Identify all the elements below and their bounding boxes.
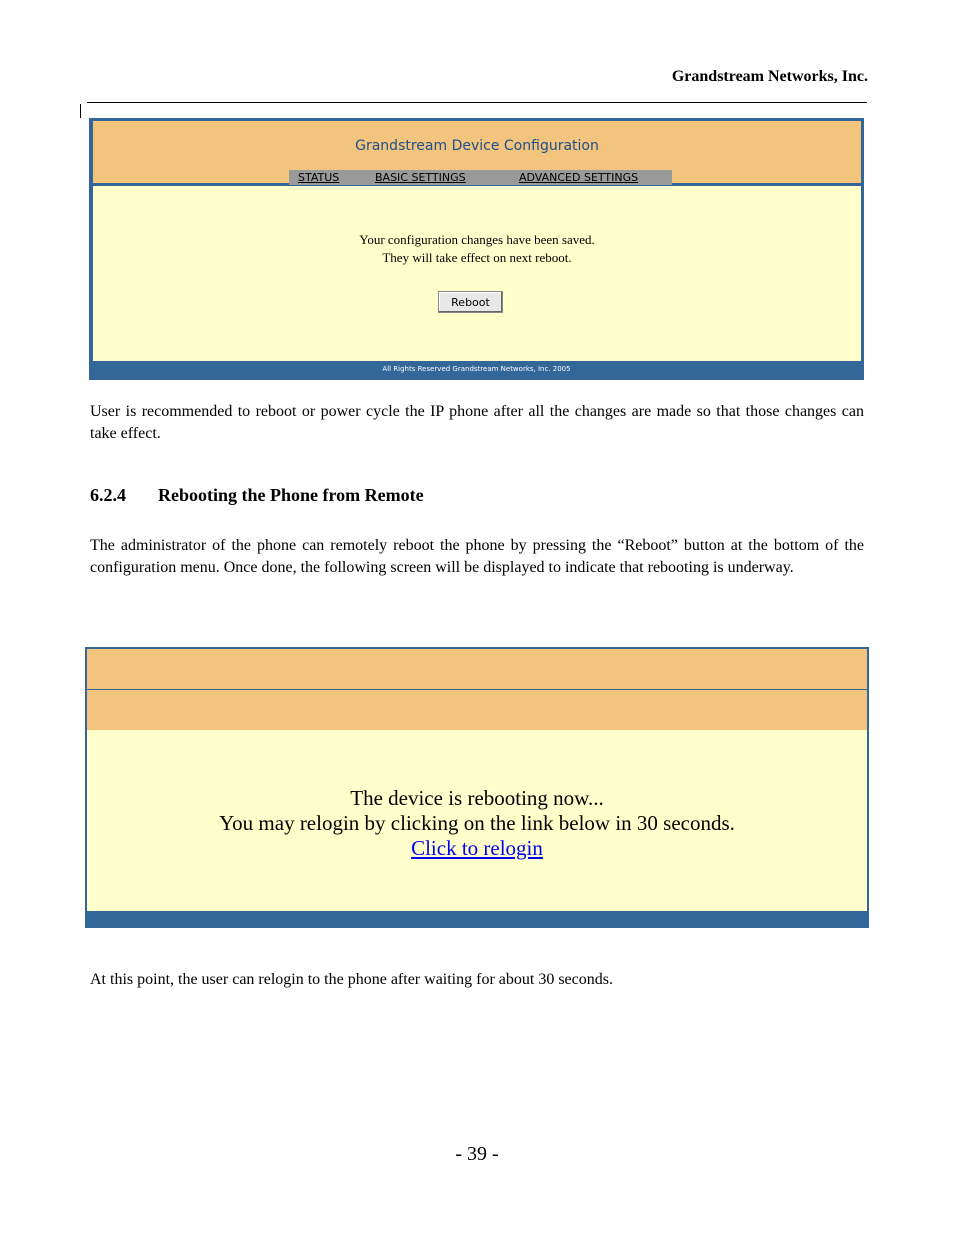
reboot-button[interactable]: Reboot bbox=[438, 291, 503, 313]
paragraph-relogin: At this point, the user can relogin to the phone after waiting for about 30 seconds. bbox=[90, 971, 613, 988]
paragraph-reboot-recommendation: User is recommended to reboot or power cycle the IP phone after all the changes are made so that those changes can take effect. bbox=[90, 403, 864, 442]
nav-advanced-settings[interactable]: ADVANCED SETTINGS bbox=[519, 171, 639, 184]
header-rule bbox=[87, 102, 867, 103]
copyright-footer: All Rights Reserved Grandstream Networks, Inc. 2005 bbox=[382, 365, 571, 373]
rebooting-header-band-top bbox=[87, 649, 867, 689]
company-header: Grandstream Networks, Inc. bbox=[671, 68, 868, 85]
saved-message bbox=[93, 231, 861, 267]
page-number: - 39 - bbox=[455, 1143, 499, 1165]
config-header-band bbox=[93, 121, 861, 183]
rebooting-line2: You may relogin by clicking on the link below in 30 seconds. bbox=[219, 811, 735, 835]
config-title: Grandstream Device Configuration bbox=[355, 138, 599, 154]
rebooting-line1: The device is rebooting now... bbox=[350, 786, 604, 810]
rebooting-screenshot bbox=[85, 647, 869, 928]
config-saved-screenshot bbox=[89, 118, 864, 380]
section-number: 6.2.4 bbox=[90, 485, 126, 505]
config-content-area bbox=[93, 186, 861, 361]
saved-message-line1: Your configuration changes have been saved. bbox=[359, 232, 595, 247]
paragraph-remote-reboot: The administrator of the phone can remotely reboot the phone by pressing the “Reboot” button at the bottom of the configuration menu. Once done, the following screen will be displayed to indicate that rebooting is underway. bbox=[90, 537, 864, 576]
rebooting-content-area bbox=[87, 730, 867, 911]
rebooting-header-band-bottom bbox=[87, 690, 867, 730]
nav-status[interactable]: STATUS bbox=[298, 171, 340, 184]
config-nav-bar bbox=[289, 170, 672, 185]
section-heading bbox=[90, 485, 424, 506]
saved-message-line2: They will take effect on next reboot. bbox=[382, 250, 572, 265]
rebooting-message bbox=[87, 786, 867, 861]
nav-basic-settings[interactable]: BASIC SETTINGS bbox=[375, 171, 466, 184]
relogin-link[interactable]: Click to relogin bbox=[411, 836, 543, 860]
section-title: Rebooting the Phone from Remote bbox=[158, 485, 424, 505]
change-bar bbox=[80, 104, 81, 118]
